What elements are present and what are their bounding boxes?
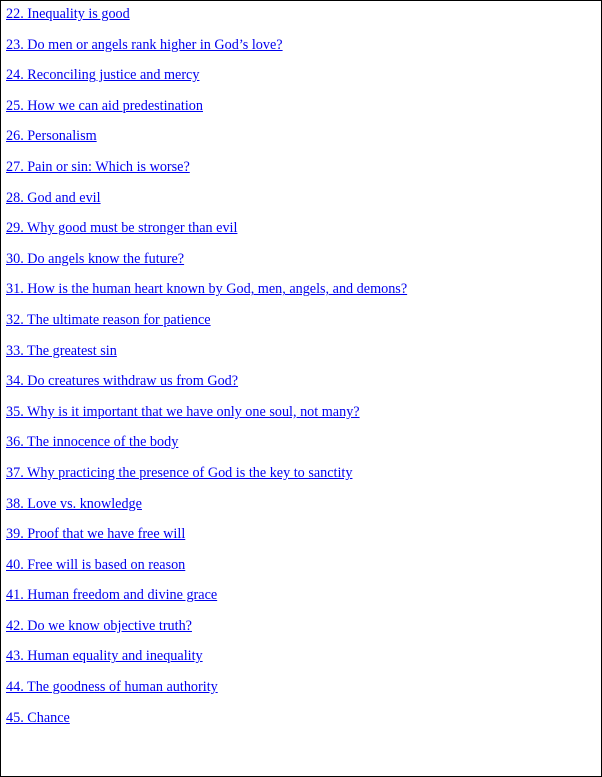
list-item [6, 128, 407, 159]
list-item [6, 343, 407, 374]
list-item [6, 679, 407, 710]
toc-link-30[interactable]: 30. Do angels know the future? [6, 250, 185, 267]
list-item [6, 557, 407, 588]
toc-link-24[interactable]: 24. Reconciling justice and mercy [6, 67, 200, 84]
toc-link-42[interactable]: 42. Do we know objective truth? [6, 617, 192, 634]
toc-link-32[interactable]: 32. The ultimate reason for patience [6, 311, 211, 328]
toc-link-43[interactable]: 43. Human equality and inequality [6, 648, 203, 665]
list-item [6, 648, 407, 679]
list-item [6, 98, 407, 129]
list-item [6, 67, 407, 98]
toc-link-41[interactable]: 41. Human freedom and divine grace [6, 587, 218, 604]
toc-link-45[interactable]: 45. Chance [6, 709, 70, 726]
list-item [6, 710, 407, 741]
toc-link-26[interactable]: 26. Personalism [6, 128, 97, 145]
toc-link-40[interactable]: 40. Free will is based on reason [6, 556, 186, 573]
toc-link-44[interactable]: 44. The goodness of human authority [6, 679, 218, 696]
list-item [6, 496, 407, 527]
list-item [6, 159, 407, 190]
list-item [6, 312, 407, 343]
toc-link-36[interactable]: 36. The innocence of the body [6, 434, 179, 451]
list-item [6, 465, 407, 496]
toc-link-31[interactable]: 31. How is the human heart known by God, men, angels, and demons? [6, 281, 408, 298]
toc-link-22[interactable]: 22. Inequality is good [6, 6, 130, 22]
list-item [6, 404, 407, 435]
list-item [6, 587, 407, 618]
toc-link-38[interactable]: 38. Love vs. knowledge [6, 495, 142, 512]
toc-link-34[interactable]: 34. Do creatures withdraw us from God? [6, 373, 239, 390]
list-item [6, 618, 407, 649]
toc-link-28[interactable]: 28. God and evil [6, 189, 101, 206]
toc-link-39[interactable]: 39. Proof that we have free will [6, 526, 186, 543]
list-item [6, 526, 407, 557]
toc-link-27[interactable]: 27. Pain or sin: Which is worse? [6, 158, 190, 175]
list-item [6, 281, 407, 312]
list-item [6, 220, 407, 251]
toc-link-29[interactable]: 29. Why good must be stronger than evil [6, 220, 238, 237]
toc-link-37[interactable]: 37. Why practicing the presence of God is the key to sanctity [6, 464, 353, 481]
list-item [6, 6, 407, 37]
list-item [6, 190, 407, 221]
toc-link-35[interactable]: 35. Why is it important that we have only one soul, not many? [6, 403, 360, 420]
toc-link-23[interactable]: 23. Do men or angels rank higher in God’s love? [6, 36, 283, 53]
list-item [6, 37, 407, 68]
toc-link-25[interactable]: 25. How we can aid predestination [6, 97, 203, 114]
list-item [6, 434, 407, 465]
table-of-contents [6, 6, 407, 740]
list-item [6, 373, 407, 404]
toc-link-33[interactable]: 33. The greatest sin [6, 342, 117, 359]
list-item [6, 251, 407, 282]
